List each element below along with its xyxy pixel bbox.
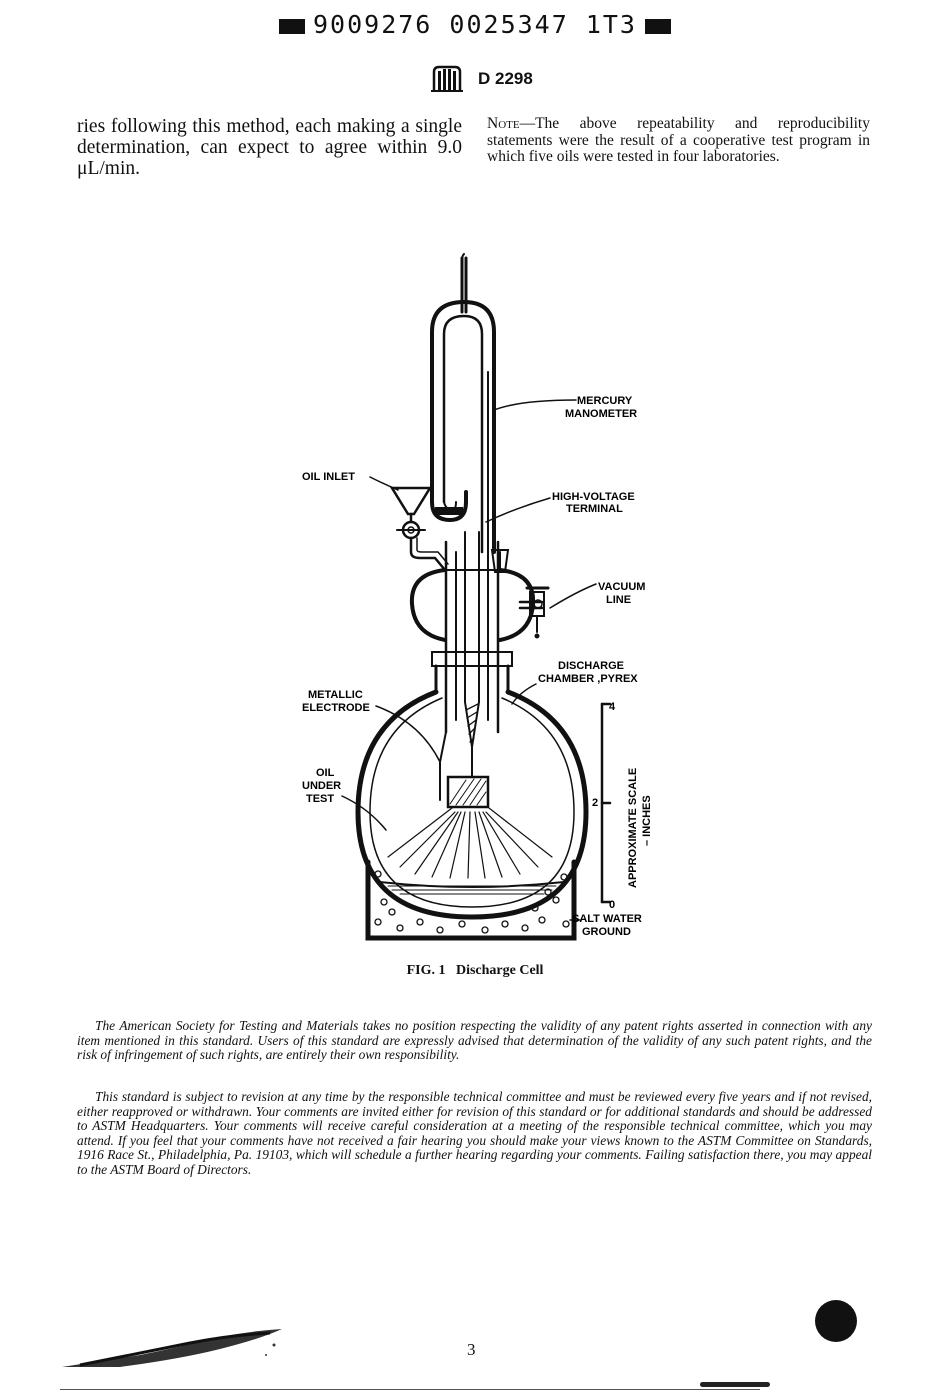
page-header — [430, 64, 533, 94]
label-terminal: TERMINAL — [566, 503, 623, 515]
barcode-block-right — [645, 19, 671, 34]
document-barcode — [0, 10, 950, 39]
chamber-neck-drawing — [432, 652, 512, 692]
mercury-manometer-drawing — [432, 254, 494, 552]
label-manometer: MANOMETER — [565, 408, 638, 420]
label-oil-inlet: OIL INLET — [302, 471, 355, 483]
page-number: 3 — [467, 1340, 476, 1359]
label-mercury: MERCURY — [577, 395, 633, 407]
figure-caption — [0, 963, 950, 979]
label-metallic: METALLIC — [308, 689, 363, 701]
figure-caption-title: Discharge Cell — [455, 963, 544, 978]
left-column-text: ries following this method, each making a single determination, can expect to agree within 9.0 μL/min. — [77, 116, 462, 179]
label-salt-water: SALT WATER — [572, 913, 642, 925]
standard-code: D 2298 — [478, 69, 533, 88]
patent-disclaimer: The American Society for Testing and Materials takes no position respecting the validity of any patent rights asserted in connection with any item mentioned in this standard. Users of this standard are expressly advised that determination of the validity of any such patent rights, and the risk of infringement of such rights, are entirely their own responsibility. — [77, 1018, 872, 1062]
oil-inlet-drawing — [392, 488, 448, 570]
note-label: Note — [487, 115, 520, 132]
scale-bar-drawing — [602, 704, 610, 902]
upper-bulb-drawing — [412, 570, 533, 640]
vacuum-stopcock-drawing — [492, 550, 548, 638]
scale-tick-4: 4 — [609, 701, 616, 713]
scan-smudge-mark — [60, 1325, 290, 1370]
note-paragraph — [487, 116, 870, 166]
label-approximate-scale: APPROXIMATE SCALE — [627, 767, 639, 888]
scan-registration-dot — [815, 1300, 857, 1342]
label-vacuum: VACUUM — [598, 581, 646, 593]
label-inches: – INCHES — [641, 795, 653, 846]
label-chamber-pyrex: CHAMBER ,PYREX — [538, 673, 638, 685]
label-ground: GROUND — [582, 926, 631, 938]
barcode-block-left — [279, 19, 305, 34]
label-under: UNDER — [302, 780, 342, 792]
label-high-voltage: HIGH-VOLTAGE — [552, 491, 635, 503]
discharge-cell-figure — [280, 252, 680, 952]
discharge-chamber-drawing — [358, 692, 586, 917]
figure-caption-number: FIG. 1 — [406, 963, 446, 978]
astm-logo-icon — [430, 64, 464, 94]
label-oil: OIL — [316, 767, 335, 779]
label-electrode: ELECTRODE — [302, 702, 370, 714]
label-line: LINE — [606, 594, 632, 606]
note-text: —The above repeatability and reproducibility statements were the result of a cooperative test program in which five oils were tested in four laboratories. — [487, 115, 870, 165]
bottom-rule — [60, 1389, 760, 1390]
label-discharge: DISCHARGE — [558, 660, 625, 672]
revision-notice: This standard is subject to revision at any time by the responsible technical committee and must be reviewed every five years and if not revised, either reapproved or withdrawn. Your comments are invited either for revision of this standard or for additional standards and should be addressed to ASTM Headquarters. Your comments will receive careful consideration at a meeting of the responsible technical committee, which you may attend. If you feel that your comments have not received a fair hearing you should make your views known to the ASTM Committee on Standards, 1916 Race St., Philadelphia, Pa. 19103, which will schedule a further hearing regarding your comments. Failing satisfaction there, you may appeal to the ASTM Board of Directors. — [77, 1089, 872, 1177]
label-test: TEST — [306, 793, 335, 805]
barcode-text: 9009276 0025347 1T3 — [313, 10, 637, 39]
high-voltage-electrode-drawing — [440, 532, 498, 807]
scale-tick-0: 0 — [609, 899, 616, 911]
bottom-dash-mark — [700, 1382, 770, 1387]
scale-tick-2: 2 — [592, 797, 599, 809]
